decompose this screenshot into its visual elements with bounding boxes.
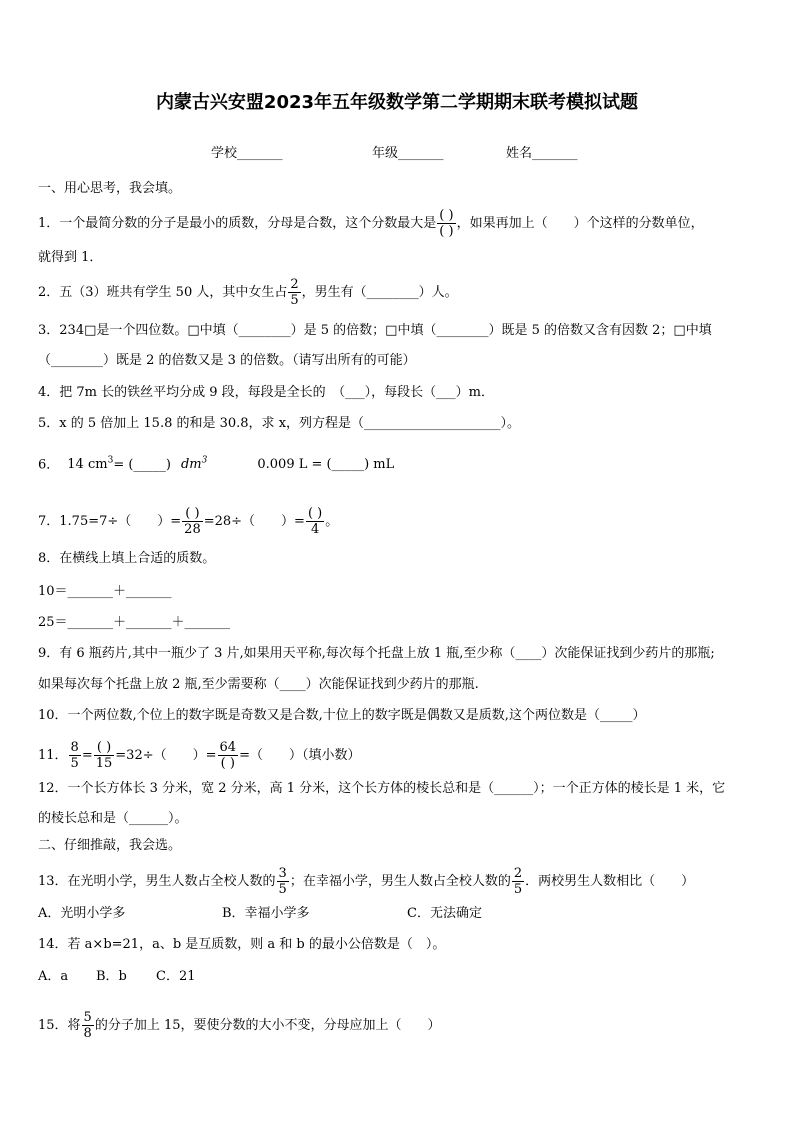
q7-frac2-den: 4 (310, 522, 320, 537)
q6-liters: 0.009 L = (_____) mL (257, 457, 395, 473)
question-7 (38, 506, 338, 537)
q6-dm3 (181, 457, 207, 472)
q2-text-after: ，男生有（________）人。 (301, 285, 458, 300)
q7-text-c: 。 (325, 514, 339, 529)
q6-blank: = (_____) (113, 457, 171, 473)
q2-frac-num: 2 (290, 277, 299, 292)
q7-fraction-1 (182, 506, 203, 537)
question-8-line-1: 10＝_______＋_______ (38, 584, 172, 599)
question-9-line-1: 9．有 6 瓶药片,其中一瓶少了 3 片,如果用天平称,每次每个托盘上放 1 瓶,至少称（____）次能保证找到少药片的那瓶; (38, 646, 715, 661)
grade-field: 年级_______ (372, 146, 444, 161)
q7-fraction-2 (306, 506, 324, 537)
q11-frac3-den: ( ) (220, 756, 235, 771)
q11-text-d: =（ ）（填小数） (239, 748, 361, 763)
q11-frac1-num: 8 (70, 740, 79, 755)
q6-dm-unit: dm (180, 457, 202, 473)
q7-frac1-num: ( ) (182, 506, 203, 522)
q1-frac-den: ( ) (439, 224, 454, 239)
q1-frac-num: ( ) (439, 208, 454, 223)
q15-frac-den: 8 (83, 1026, 92, 1041)
q6-number: 6． (38, 457, 60, 473)
q11-fraction-2 (94, 740, 115, 771)
question-3-line-1: 3．234□是一个四位数。□中填（________）是 5 的倍数；□中填（________）既是 5 的倍数又含有因数 2；□中填 (38, 323, 712, 338)
q11-frac1-den: 5 (70, 756, 79, 771)
q7-text-a: 7．1.75=7÷（ ）= (38, 514, 182, 529)
q7-frac1-den: 28 (184, 522, 201, 537)
q1-fraction (437, 208, 455, 239)
q11-frac2-num: ( ) (94, 740, 115, 756)
q6-dm-exponent: 3 (201, 456, 208, 466)
q13-frac1-den: 5 (278, 882, 287, 897)
q1-text-after: ，如果再加上（ ）个这样的分数单位， (456, 216, 704, 231)
question-12-line-1: 12．一个长方体长 3 分米，宽 2 分米，高 1 分米，这个长方体的棱长总和是（______）；一个正方体的棱长是 1 米，它 (38, 781, 726, 796)
q13-frac1-num: 3 (278, 866, 287, 881)
q7-frac2-num: ( ) (307, 506, 323, 521)
q2-fraction (288, 277, 300, 308)
question-6 (38, 453, 394, 473)
q11-number: 11． (38, 748, 68, 763)
q11-frac2-den: 15 (95, 756, 113, 771)
section-1-heading: 一、用心思考，我会填。 (38, 181, 182, 196)
school-field: 学校_______ (211, 146, 283, 161)
question-3-line-2: （________）既是 2 的倍数又是 3 的倍数。（请写出所有的可能） (38, 353, 416, 368)
question-12-line-2: 的棱长总和是（______）。 (38, 811, 188, 826)
q6-cm-exponent: 3 (107, 456, 114, 466)
q2-text-before: 2．五（3）班共有学生 50 人，其中女生占 (38, 285, 288, 300)
q13-fraction-2 (512, 866, 524, 897)
question-8: 8．在横线上填上合适的质数。 (38, 551, 216, 566)
q15-fraction (82, 1010, 94, 1041)
q2-frac-den: 5 (290, 293, 299, 308)
q14-option-b: B．b (96, 969, 127, 984)
question-11 (38, 740, 360, 771)
q6-value: 14 cm (67, 457, 108, 473)
q13-option-a: A．光明小学多 (38, 906, 126, 921)
q15-frac-num: 5 (83, 1010, 92, 1025)
question-1 (38, 208, 704, 239)
question-9-line-2: 如果每次每个托盘上放 2 瓶,至少需要称（____）次能保证找到少药片的那瓶. (38, 677, 479, 692)
q11-text-c: =32÷（ ）= (115, 748, 217, 763)
q11-frac3-num: 64 (219, 740, 237, 755)
question-4: 4．把 7m 长的铁丝平均分成 9 段，每段是全长的 （___），每段长（___）m． (38, 385, 494, 400)
q13-option-c: C．无法确定 (407, 906, 482, 921)
q13-text-b: ；在幸福小学，男生人数占全校人数的 (289, 874, 511, 889)
q11-fraction-3 (218, 740, 239, 771)
question-10: 10．一个两位数,个位上的数字既是奇数又是合数,十位上的数字既是偶数又是质数,这个两位数是（_____） (38, 708, 646, 723)
question-2 (38, 277, 458, 308)
q13-option-b: B．幸福小学多 (222, 906, 310, 921)
question-5: 5．x 的 5 倍加上 15.8 的和是 30.8，求 x，列方程是（_____________________）。 (38, 416, 521, 431)
q15-text-a: 15．将 (38, 1018, 81, 1033)
question-15 (38, 1010, 441, 1041)
q7-text-b: =28÷（ ）= (203, 514, 305, 529)
q11-fraction-1 (69, 740, 81, 771)
question-1-line-2: 就得到 1． (38, 250, 103, 265)
q6-cm3 (67, 457, 113, 472)
q15-text-b: 的分子加上 15，要使分数的大小不变，分母应加上（ ） (94, 1018, 441, 1033)
question-8-line-2: 25＝_______＋_______＋_______ (38, 615, 231, 630)
name-field: 姓名_______ (506, 146, 578, 161)
q13-text-c: ．两校男生人数相比（ ） (525, 874, 695, 889)
q14-option-c: C．21 (156, 969, 196, 984)
question-14: 14．若 a×b=21，a、b 是互质数，则 a 和 b 的最小公倍数是（ ）。 (38, 937, 446, 952)
q13-fraction-1 (277, 866, 289, 897)
q11-eq: = (81, 748, 93, 763)
question-13 (38, 866, 694, 897)
page-title: 内蒙古兴安盟2023年五年级数学第二学期期末联考模拟试题 (155, 92, 639, 113)
q13-frac2-den: 5 (513, 882, 523, 897)
section-2-heading: 二、仔细推敲，我会选。 (38, 838, 182, 853)
q13-frac2-num: 2 (513, 866, 523, 881)
q1-text-before: 1．一个最简分数的分子是最小的质数，分母是合数，这个分数最大是 (38, 216, 437, 231)
q13-text-a: 13．在光明小学，男生人数占全校人数的 (38, 874, 276, 889)
q14-option-a: A．a (38, 969, 69, 984)
